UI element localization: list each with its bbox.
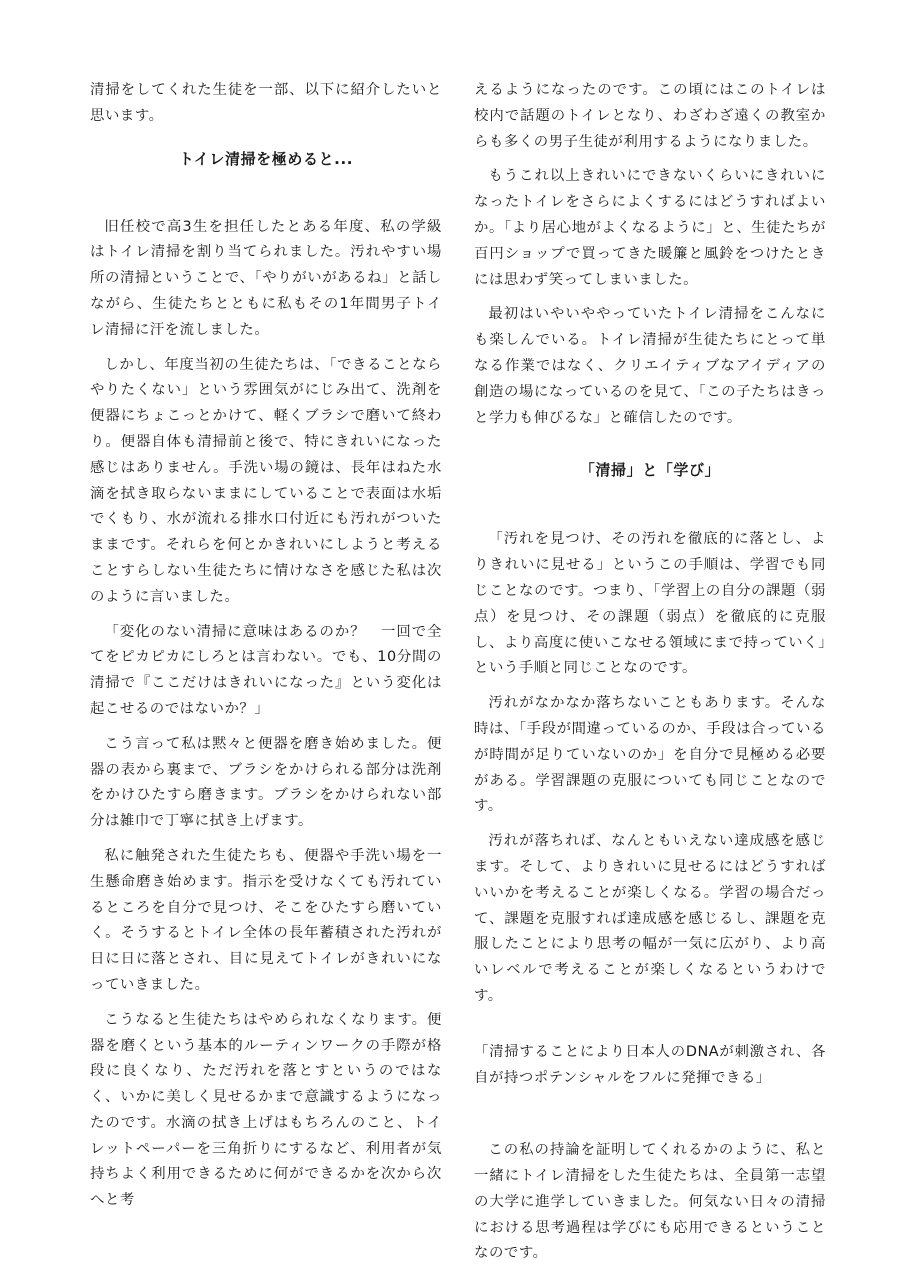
body-paragraph: しかし、年度当初の生徒たちは、「できることならやりたくない」という雰囲気がにじみ出て、洗剤を便器にちょこっとかけて、軽くブラシで磨いて終わり。便器自体も清掃前と後で、特にきれいになった感じはありません。手洗い場の鏡は、長年はねた水滴を拭き取らないままにしていることで表面は水垢でくもり、水が流れる排水口付近にも汚れがついたままです。それらを何とかきれいにしようと考えることすらしない生徒たちに情けなさを感じた私は次のように言いました。 — [90, 356, 442, 605]
body-paragraph: 最初はいやいややっていたトイレ清掃をこんなにも楽しんでいる。トイレ清掃が生徒たちにとって単なる作業ではなく、クリエイティブなアイディアの創造の場になっているのを見て、「この子たちはきっと学力も伸びるな」と確信したのです。 — [474, 306, 826, 426]
body-paragraph: こうなると生徒たちはやめられなくなります。便器を磨くという基本的ルーティンワークの手際が格段に良くなり、ただ汚れを落とすというのではなく、いかに美しく見せるかまで意識するようになったのです。水滴の拭き上げはもちろんのこと、トイレットペーパーを三角折りにするなど、利用者が気持ちよく利用できるために何ができるかを次から次へと考 — [90, 1011, 442, 1209]
body-paragraph: この私の持論を証明してくれるかのように、私と一緒にトイレ清掃をした生徒たちは、全員第一志望の大学に進学していきました。何気ない日々の清掃における思考過程は学びにも応用できるということなのです。 — [474, 1142, 826, 1262]
body-paragraph: もうこれ以上きれいにできないくらいにきれいになったトイレをさらによくするにはどうすればよいか。「より居心地がよくなるように」と、生徒たちが百円ショップで買ってきた暖簾と風鈴をつけたときには思わず笑ってしまいました。 — [474, 168, 826, 288]
section-heading: トイレ清掃を極めると... — [178, 149, 354, 168]
quote-paragraph: 「清掃することにより日本人のDNAが刺激され、各自が持つポテンシャルをフルに発揮できる」 — [474, 1043, 826, 1086]
quote-paragraph: 「変化のない清掃に意味はあるのか？ 一回で全てをピカピカにしろとは言わない。でも、10分間の清掃で『ここだけはきれいになった』という変化は起こせるのではないか？」 — [90, 623, 442, 717]
body-paragraph: 私に触発された生徒たちも、便器や手洗い場を一生懸命磨き始めます。指示を受けなくても汚れているところを自分で見つけ、そこをひたすら磨いていく。そうするとトイレ全体の長年蓄積された汚れが日に日に落とされ、目に見えてトイレがきれいになっていきました。 — [90, 847, 442, 993]
body-paragraph: 「汚れを見つけ、その汚れを徹底的に落とし、よりきれいに見せる」というこの手順は、学習でも同じことなのです。つまり、「学習上の自分の課題（弱点）を見つけ、その課題（弱点）を徹底的に克服し、より高度に使いこなせる領域にまで持っていく」という手順と同じことなのです。 — [474, 531, 826, 677]
body-paragraph: こう言って私は黙々と便器を磨き始めました。便器の表から裏まで、ブラシをかけられる部分は洗剤をかけひたすら磨きます。ブラシをかけられない部分は雑巾で丁寧に拭き上げます。 — [90, 735, 442, 830]
body-paragraph: 汚れが落ちれば、なんともいえない達成感を感じます。そして、よりきれいに見せるにはどうすればいいかを考えることが楽しくなる。学習の場合だって、課題を克服すれば達成感を感じるし、課題を克服したことにより思考の幅が一気に広がり、より高いレベルで考えることが楽しくなるというわけです。 — [474, 833, 826, 1004]
section-heading: 「清掃」と「学び」 — [579, 461, 721, 480]
body-paragraph: 汚れがなかなか落ちないこともあります。そんな時は、「手段が間違っているのか、手段は合っているが時間が足りていないのか」を自分で見極める必要がある。学習課題の克服についても同じことなのです。 — [474, 695, 826, 815]
body-paragraph: 旧任校で高3生を担任したとある年度、私の学級はトイレ清掃を割り当てられました。汚れやすい場所の清掃ということで、「やりがいがあるね」と話しながら、生徒たちとともに私もその1年間男子トイレ清掃に汗を流しました。 — [90, 218, 442, 338]
right-column — [474, 78, 826, 1276]
body-paragraph: 清掃をしてくれた生徒を一部、以下に紹介したいと思います。 — [90, 82, 442, 124]
body-paragraph: えるようになったのです。この頃にはこのトイレは校内で話題のトイレとなり、わざわざ遠くの教室からも多くの男子生徒が利用するようになりました。 — [474, 82, 826, 150]
left-column — [90, 78, 442, 1223]
